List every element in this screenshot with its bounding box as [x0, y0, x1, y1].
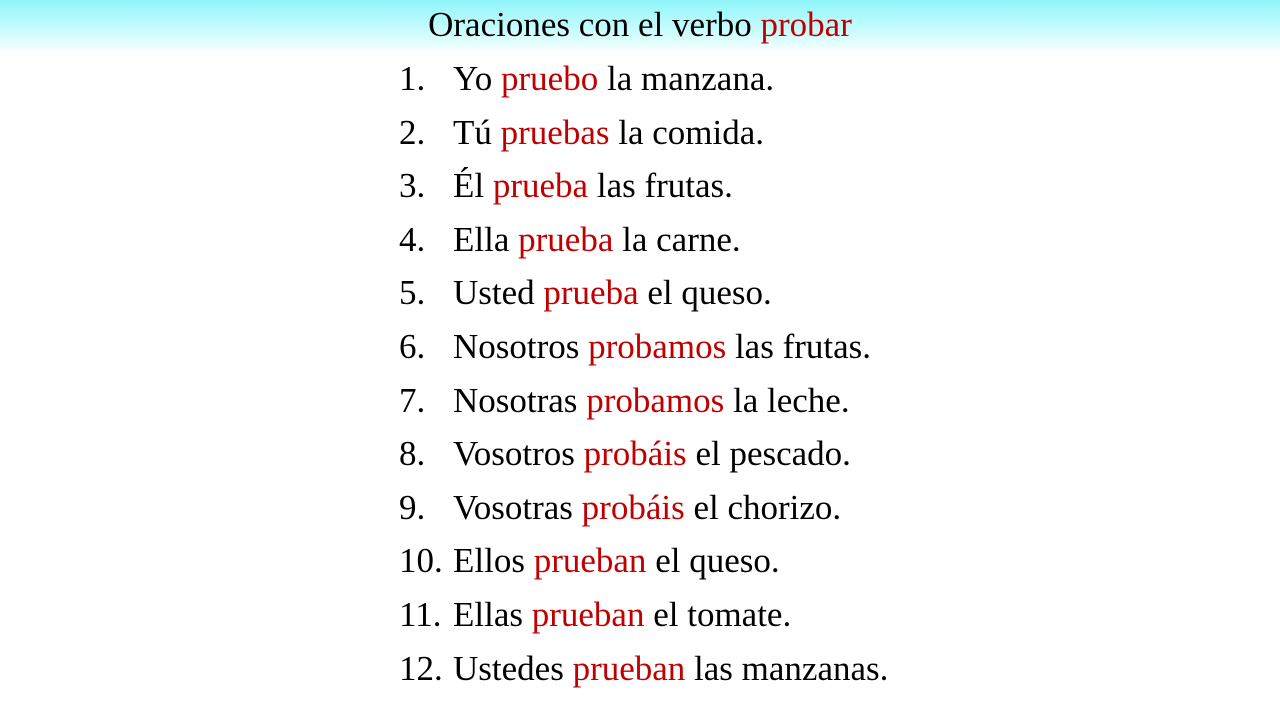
list-item	[399, 269, 888, 323]
item-rest: las frutas.	[596, 166, 733, 206]
item-number: 9.	[399, 487, 426, 527]
item-subject: Usted	[453, 273, 535, 313]
item-verb: prueba	[543, 273, 639, 313]
item-subject: Ella	[453, 219, 510, 259]
title-verb: probar	[760, 5, 852, 44]
item-subject: Yo	[453, 59, 493, 98]
list-item	[399, 537, 888, 591]
item-subject: Ellos	[453, 541, 525, 581]
item-number: 4.	[399, 219, 426, 259]
item-verb: probáis	[583, 434, 687, 474]
list-item	[399, 377, 888, 431]
item-number: 11.	[399, 594, 442, 634]
item-rest: las manzanas.	[694, 648, 889, 688]
item-verb: pruebas	[500, 112, 610, 152]
item-verb: probáis	[581, 487, 685, 527]
item-verb: prueban	[531, 594, 645, 634]
list-item	[399, 323, 888, 377]
item-rest: el chorizo.	[693, 487, 842, 527]
item-subject: Nosotras	[453, 380, 578, 420]
item-subject: Nosotros	[453, 326, 580, 366]
list-item	[399, 430, 888, 484]
item-rest: la comida.	[618, 112, 765, 152]
title-prefix: Oraciones con el verbo	[428, 5, 752, 44]
item-verb: probamos	[588, 326, 727, 366]
item-subject: Vosotros	[453, 434, 575, 474]
sentence-list	[399, 55, 888, 698]
list-item	[399, 645, 888, 699]
page-title	[428, 5, 852, 45]
item-number: 8.	[399, 434, 426, 474]
item-verb: pruebo	[501, 59, 599, 98]
item-rest: el pescado.	[695, 434, 851, 474]
item-number: 2.	[399, 112, 426, 152]
item-subject: Vosotras	[453, 487, 573, 527]
list-item	[399, 162, 888, 216]
item-verb: prueba	[518, 219, 614, 259]
list-item	[399, 109, 888, 163]
item-rest: el tomate.	[653, 594, 792, 634]
item-number: 10.	[399, 541, 443, 581]
item-number: 5.	[399, 273, 426, 313]
list-item	[399, 55, 888, 109]
item-verb: probamos	[586, 380, 725, 420]
item-verb: prueba	[492, 166, 589, 206]
list-item	[399, 216, 888, 270]
item-subject: Él	[453, 166, 485, 206]
list-item	[399, 484, 888, 538]
item-subject: Ellas	[453, 594, 523, 634]
item-rest: la leche.	[732, 380, 850, 420]
item-subject: Ustedes	[453, 648, 564, 688]
item-verb: prueban	[533, 541, 647, 581]
item-number: 3.	[399, 166, 426, 206]
item-rest: el queso.	[655, 541, 780, 581]
list-item	[399, 591, 888, 645]
title-banner	[0, 0, 1280, 50]
item-number: 7.	[399, 380, 426, 420]
item-rest: las frutas.	[734, 326, 872, 366]
item-rest: la carne.	[622, 219, 741, 259]
item-verb: prueban	[572, 648, 686, 688]
item-number: 1.	[399, 59, 426, 98]
item-rest: el queso.	[647, 273, 772, 313]
item-rest: la manzana.	[606, 59, 775, 98]
item-number: 6.	[399, 326, 426, 366]
item-subject: Tú	[453, 112, 492, 152]
item-number: 12.	[399, 648, 443, 688]
